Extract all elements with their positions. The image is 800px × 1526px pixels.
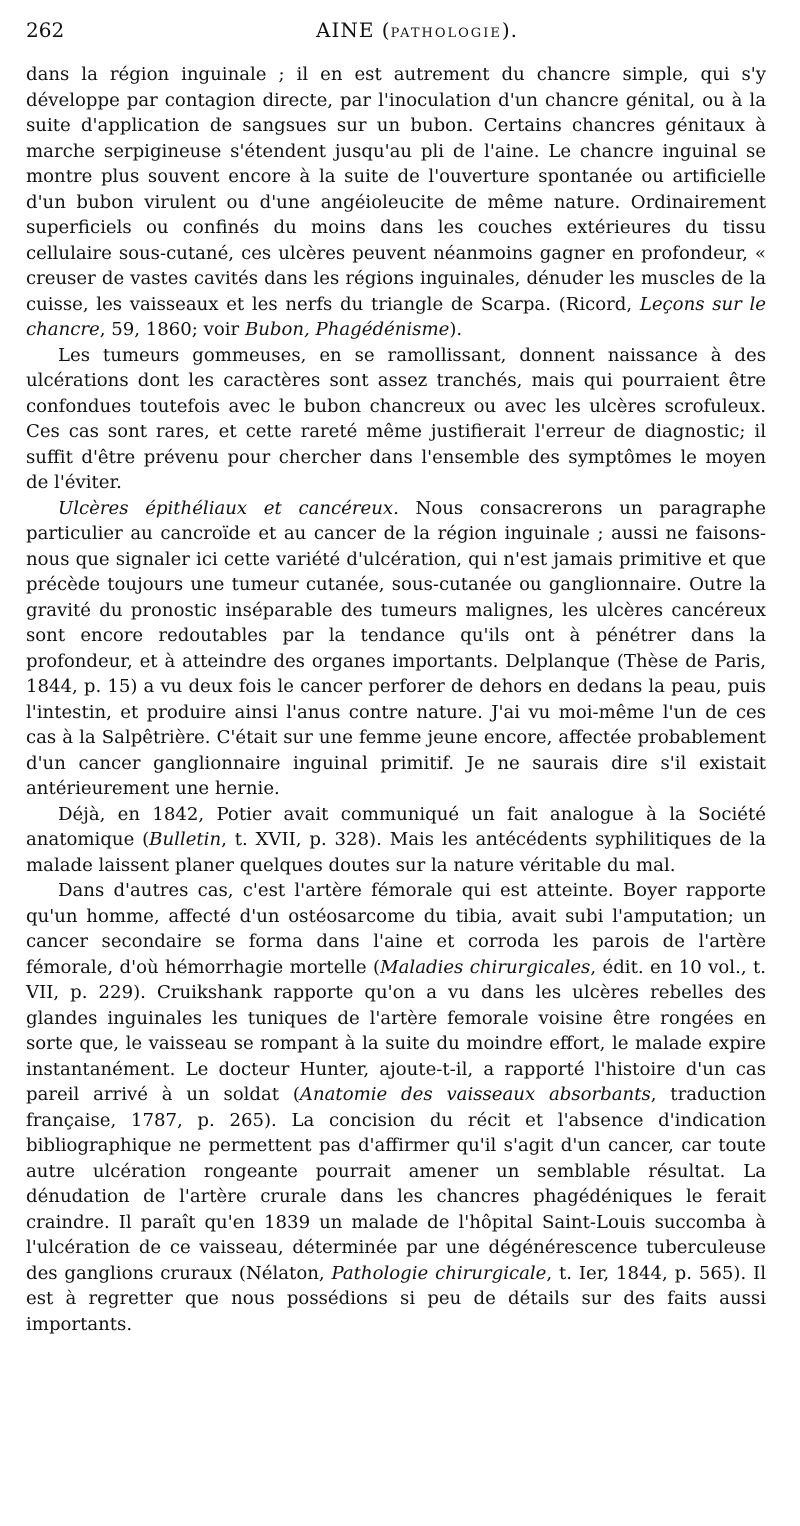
text-run: , 59, 1860; voir bbox=[99, 319, 245, 340]
italic-text: Bubon, Phagédénisme bbox=[244, 319, 450, 340]
running-title-section: PATHOLOGIE bbox=[390, 26, 502, 41]
text-run: , traduction française, 1787, p. 265). La concision du récit et l'absence d'indication bibliographique ne permettent pas d'affirmer qu'il s'agit d'un cancer, car toute autre ulcération rongeante pourrait amener un semblable résultat. La dénudation de l'artère crurale dans les chancres phagédéniques le ferait craindre. Il paraît qu'en 1839 un malade de l'hôpital Saint-Louis succomba à l'ulcération de ce vaisseau, déterminée par une dégénérescence tuberculeuse des ganglions cruraux (Nélaton, bbox=[26, 1084, 766, 1284]
italic-text: Ulcères épithéliaux et cancéreux. bbox=[58, 497, 399, 519]
running-title-close: ). bbox=[501, 18, 518, 42]
text-run: Dans d'autres cas, c'est l'artère fémorale qui est atteinte. Boyer rapporte qu'un homme, affecté d'un ostéosarcome du tibia, avait subi l'amputation; un cancer secondaire se forma dans l'aine et corroda les parois de l'artère fémorale, d'où hémorrhagie mortelle ( bbox=[26, 880, 766, 978]
text-run: , t. XVII, p. 328). Mais les antécédents syphilitiques de la malade laissent planer quelques doutes sur la nature véritable du mal. bbox=[26, 829, 766, 876]
running-title-open: ( bbox=[374, 18, 391, 42]
body-text bbox=[26, 62, 766, 1337]
paragraph bbox=[26, 62, 766, 343]
paragraph bbox=[26, 802, 766, 879]
text-run: dans la région inguinale ; il en est autrement du chancre simple, qui s'y développe par contagion directe, par l'inoculation d'un chancre génital, ou à la suite d'application de sangsues sur un bubon. Certains chancres génitaux à marche serpigineuse s'étendent jusqu'au pli de l'aine. Le chancre inguinal se montre plus souvent encore à la suite de l'ouverture spontanée ou artificielle d'un bubon virulent ou d'une angéioleucite de même nature. Ordinairement superficiels ou confinés du moins dans les couches extérieures du tissu cellulaire sous-cutané, ces ulcères peuvent néanmoins gagner en profondeur, « creuser de vastes cavités dans les régions inguinales, dénuder les muscles de la cuisse, les vaisseaux et les nerfs du triangle de Scarpa. (Ricord, bbox=[26, 64, 766, 315]
book-page bbox=[26, 18, 766, 1337]
text-run: Les tumeurs gommeuses, en se ramollissant, donnent naissance à des ulcérations dont les caractères sont assez tranchés, mais qui pourraient être confondues toutefois avec le bubon chancreux ou avec les ulcères scrofuleux. Ces cas sont rares, et cette rareté même justifierait l'erreur de diagnostic; il suffit d'être prévenu pour chercher dans l'ensemble des symptômes le moyen de l'éviter. bbox=[26, 344, 766, 493]
italic-text: Bulletin bbox=[149, 829, 222, 850]
running-header bbox=[26, 18, 766, 62]
italic-text: Leçons sur le chancre bbox=[26, 293, 766, 340]
italic-text: Anatomie des vaisseaux absorbants bbox=[299, 1084, 651, 1105]
text-run: Nous consacrerons un paragraphe particulier au cancroïde et au cancer de la région inguinale ; aussi ne faisons-nous que signaler ici cette variété d'ulcération, qui n'est jamais primitive et que précède toujours une tumeur cutanée, sous-cutanée ou ganglionnaire. Outre la gravité du pronostic inséparable des tumeurs malignes, les ulcères cancéreux sont encore redoutables par la tendance qu'ils ont à pénétrer dans la profondeur, et à atteindre des organes importants. Delplanque (Thèse de Paris, 1844, p. 15) a vu deux fois le cancer perforer de dehors en dedans la peau, puis l'intestin, et produire ainsi l'anus contre nature. J'ai vu moi-même l'un de ces cas à la Salpêtrière. C'était sur une femme jeune encore, affectée probablement d'un cancer ganglionnaire inguinal primitif. Je ne saurais dire s'il existait antérieurement une hernie. bbox=[26, 497, 766, 799]
paragraph bbox=[26, 878, 766, 1337]
running-title bbox=[316, 18, 518, 42]
paragraph bbox=[26, 496, 766, 802]
text-run: Déjà, en 1842, Potier avait communiqué un fait analogue à la Société anatomique ( bbox=[26, 803, 766, 850]
page-number: 262 bbox=[26, 18, 65, 42]
running-title-main: AINE bbox=[316, 18, 375, 42]
italic-text: Maladies chirurgicales bbox=[380, 956, 591, 978]
text-run: , édit. en 10 vol., t. VII, p. 229). Cruikshank rapporte qu'on a vu dans les ulcères rebelles des glandes inguinales les tuniques de l'artère femorale voisine être rongées en sorte que, le vaisseau se rompant à la suite du moindre effort, le malade expire instantanément. Le docteur Hunter, ajoute-t-il, a rapporté l'histoire d'un cas pareil arrivé à un soldat ( bbox=[26, 956, 766, 1105]
text-run: , t. Ier, 1844, p. 565). Il est à regretter que nous possédions si peu de détails sur des faits aussi importants. bbox=[26, 1262, 766, 1335]
italic-text: Pathologie chirurgicale bbox=[331, 1262, 547, 1284]
text-run: ). bbox=[449, 319, 463, 340]
paragraph bbox=[26, 343, 766, 496]
